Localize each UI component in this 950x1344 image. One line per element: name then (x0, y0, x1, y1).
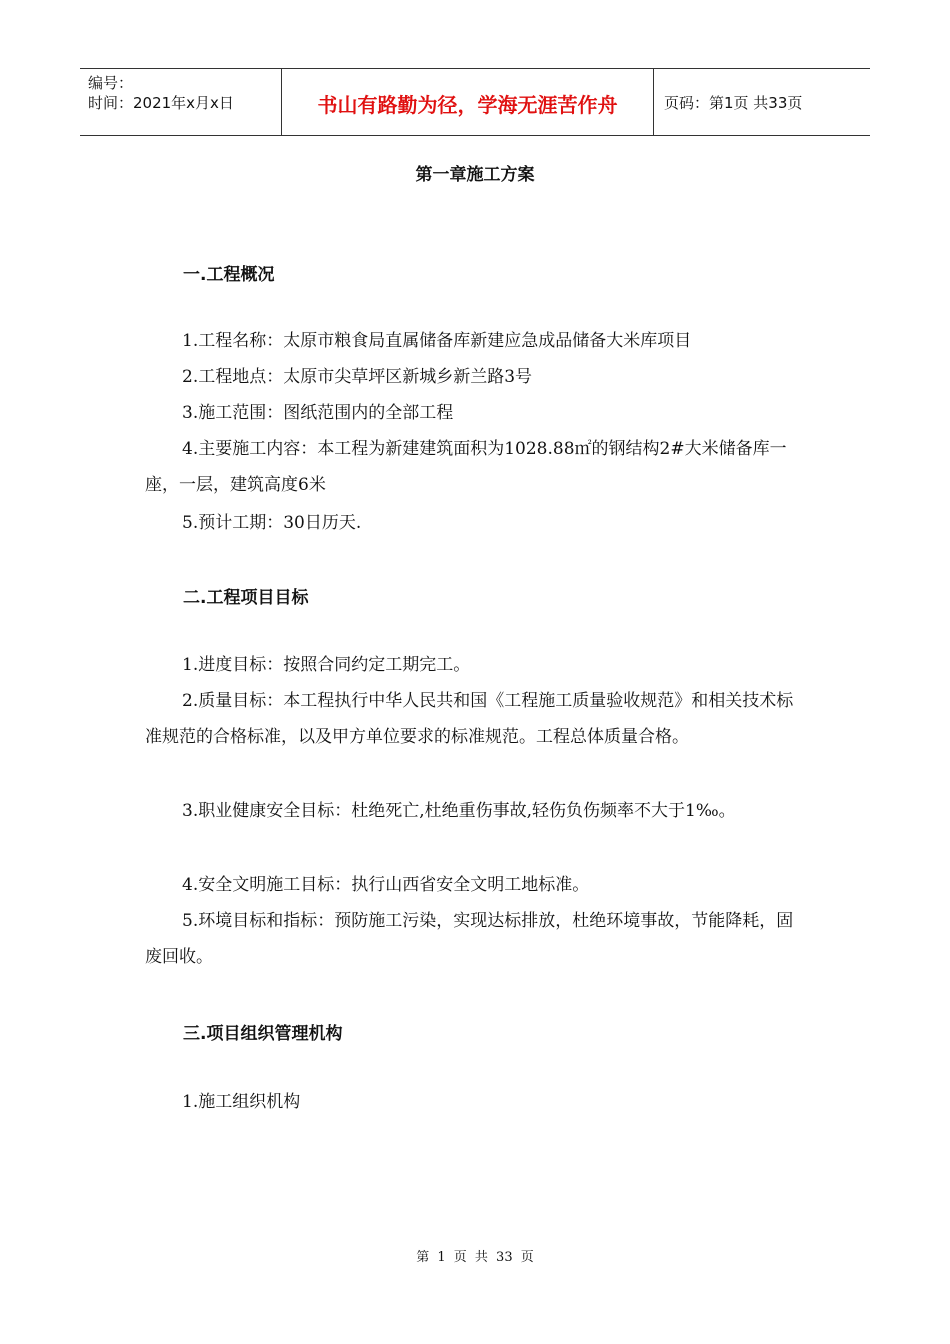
paragraph: 3.施工范围：图纸范围内的全部工程 (182, 403, 454, 423)
paragraph: 2.工程地点：太原市尖草坪区新城乡新兰路3号 (182, 367, 533, 387)
paragraph: 3.职业健康安全目标：杜绝死亡,杜绝重伤事故,轻伤负伤频率不大于1‰。 (182, 801, 736, 821)
header-meta (80, 69, 282, 135)
paragraph: 4.安全文明施工目标：执行山西省安全文明工地标准。 (182, 875, 590, 895)
paragraph: 1.工程名称：太原市粮食局直属储备库新建应急成品储备大米库项目 (182, 331, 692, 351)
document-number-label: 编号： (88, 74, 134, 92)
header-page-info: 页码：第1页 共33页 (664, 93, 803, 112)
paragraph: 4.主要施工内容：本工程为新建建筑面积为1028.88㎡的钢结构2#大米储备库一座，一层，建筑高度6米 (145, 439, 787, 495)
section-title: 三.项目组织管理机构 (183, 1024, 343, 1044)
document-time-label: 时间：2021年x月x日 (88, 94, 234, 112)
paragraph: 1.施工组织机构 (182, 1092, 301, 1112)
section-title: 一.工程概况 (183, 265, 275, 285)
paragraph: 2.质量目标：本工程执行中华人民共和国《工程施工质量验收规范》和相关技术标准规范的合格标准，以及甲方单位要求的标准规范。工程总体质量合格。 (145, 691, 794, 747)
paragraph: 5.预计工期：30日历天. (182, 513, 362, 533)
paragraph: 5.环境目标和指标：预防施工污染，实现达标排放，杜绝环境事故，节能降耗，固废回收。 (145, 911, 794, 967)
header-motto: 书山有路勤为径，学海无涯苦作舟 (282, 69, 654, 135)
page-footer: 第 1 页 共 33 页 (416, 1250, 534, 1265)
section-title: 二.工程项目目标 (183, 588, 309, 608)
page-header (80, 68, 870, 136)
chapter-title: 第一章施工方案 (415, 165, 535, 185)
paragraph: 1.进度目标：按照合同约定工期完工。 (182, 655, 471, 675)
